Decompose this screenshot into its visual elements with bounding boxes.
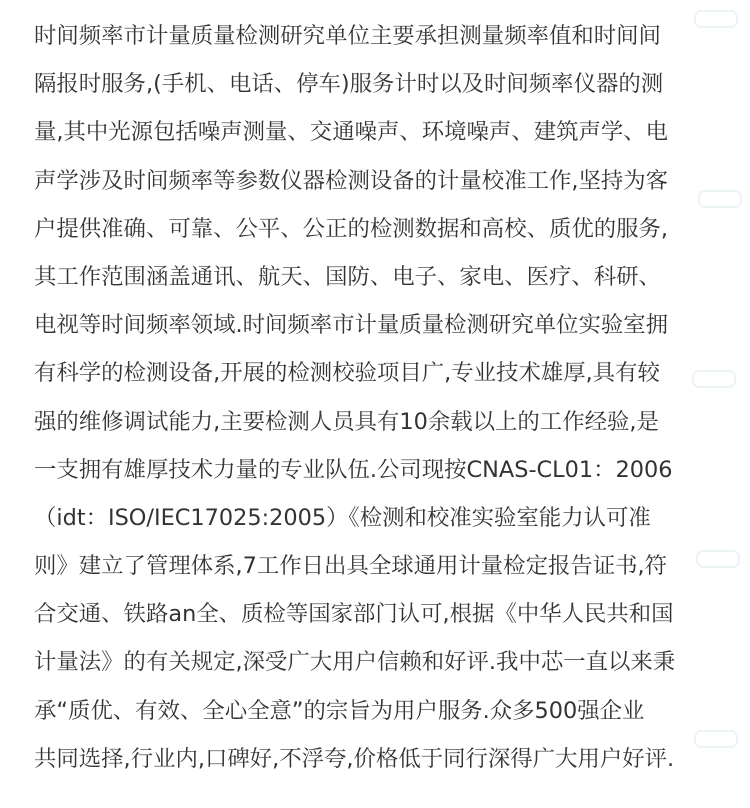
- paragraph-line: 强的维修调试能力,主要检测人员具有10余载以上的工作经验,是: [34, 408, 659, 435]
- paragraph-line: 承“质优、有效、全心全意”的宗旨为用户服务.众多500强企业: [34, 697, 645, 724]
- paragraph-line: 共同选择,行业内,口碑好,不浮夸,价格低于同行深得广大用户好评.: [34, 745, 675, 772]
- paragraph-line: 户提供准确、可靠、公平、公正的检测数据和高校、质优的服务,: [34, 215, 669, 242]
- paragraph-line: 隔报时服务,(手机、电话、停车)服务计时以及时间频率仪器的测: [34, 71, 664, 98]
- paragraph-line: 其工作范围涵盖通讯、航天、国防、电子、家电、医疗、科研、: [34, 263, 661, 290]
- paragraph-line: 一支拥有雄厚技术力量的专业队伍.公司现按CNAS-CL01：2006: [34, 456, 673, 483]
- paragraph-line: 时间频率市计量质量检测研究单位主要承担测量频率值和时间间: [34, 23, 661, 49]
- paragraph-line: 量,其中光源包括噪声测量、交通噪声、环境噪声、建筑声学、电: [34, 119, 669, 146]
- paragraph-line: 计量法》的有关规定,深受广大用户信赖和好评.我中芯一直以来秉: [34, 649, 676, 676]
- paragraph-line: 则》建立了管理体系,7工作日出具全球通用计量检定报告证书,符: [34, 553, 668, 580]
- paragraph-line: 合交通、铁路an全、质检等国家部门认可,根据《中华人民共和国: [34, 601, 674, 628]
- paragraph-line: 有科学的检测设备,开展的检测校验项目广,专业技术雄厚,具有较: [34, 360, 660, 387]
- article-body: [34, 12, 730, 783]
- paragraph-line: 声学涉及时间频率等参数仪器检测设备的计量校准工作,坚持为客: [34, 167, 669, 194]
- paragraph-line: （idt：ISO/IEC17025:2005）《检测和校准实验室能力认可准: [34, 504, 651, 531]
- paragraph-line: 电视等时间频率领域.时间频率市计量质量检测研究单位实验室拥: [34, 312, 669, 339]
